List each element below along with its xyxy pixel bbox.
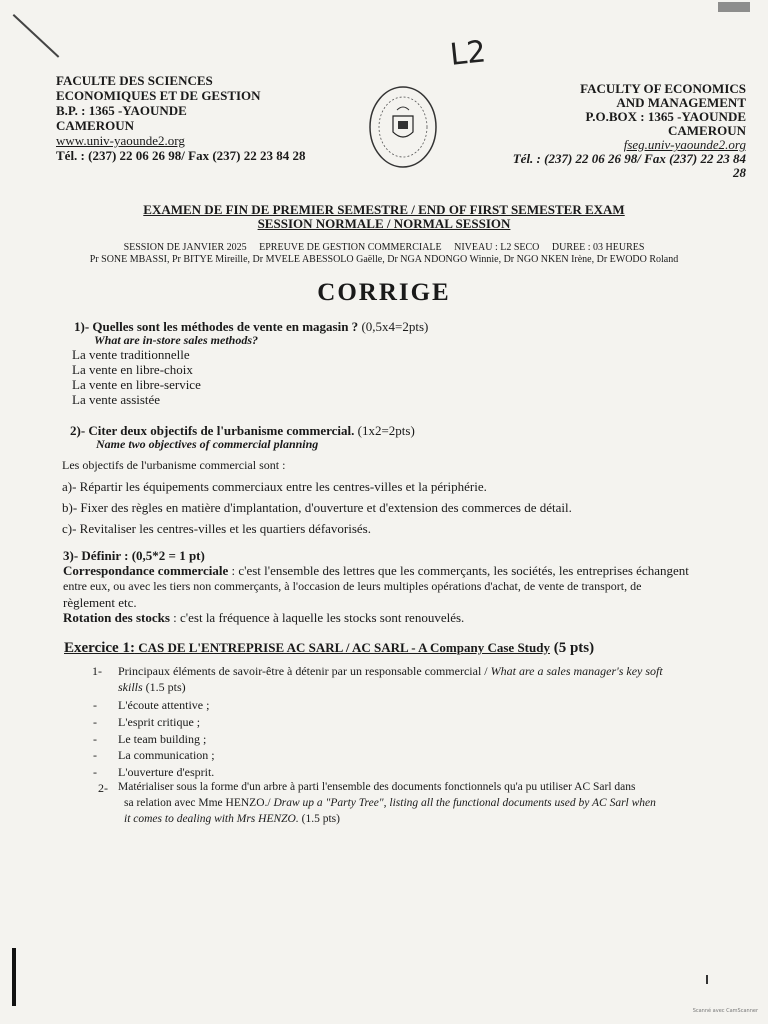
header-right-tel: Tél. : (237) 22 06 26 98/ Fax (237) 22 23 84 28 — [512, 151, 746, 180]
bullet-dash: - — [93, 732, 97, 746]
q2-answer: b)- Fixer des règles en matière d'implantation, d'ouverture et d'extension des commerces de détail. — [62, 500, 572, 515]
scan-smudge — [718, 2, 750, 12]
header-right — [498, 82, 746, 180]
exam-title-line2: SESSION NORMALE / NORMAL SESSION — [257, 216, 511, 231]
exam-meta-line1: SESSION DE JANVIER 2025 EPREUVE DE GESTION COMMERCIALE NIVEAU : L2 SECO DUREE : 03 HEURES — [123, 242, 645, 253]
header-right-line4: CAMEROUN — [668, 123, 746, 138]
definition-1-line2: entre eux, ou avec les tiers non commerçants, à l'occasion de leurs multiples opérations d'achat, de vente de transport, de — [63, 579, 642, 593]
header-left-tel: Tél. : (237) 22 06 26 98/ Fax (237) 22 23 84 28 — [56, 148, 306, 163]
item-1-french: Principaux éléments de savoir-être à détenir par un responsable commercial / — [118, 664, 491, 678]
item-2-english-cont: it comes to dealing with Mrs HENZO. — [124, 813, 299, 825]
skill-item: L'ouverture d'esprit. — [118, 765, 215, 779]
q1-answer: La vente en libre-choix — [72, 362, 193, 377]
bullet-dash: - — [93, 715, 97, 729]
exercise-1-title — [64, 640, 594, 657]
definition-1 — [63, 563, 753, 579]
question-3: 3)- Définir : (0,5*2 = 1 pt) — [63, 548, 205, 563]
exercise-item-2-line1: Matérialiser sous la forme d'un arbre à parti l'ensemble des documents fonctionnels qu'a pu utiliser AC Sarl dans — [118, 781, 636, 793]
q1-answer: La vente assistée — [72, 392, 161, 407]
exercise-item-2-line3 — [124, 813, 340, 825]
q2-intro: Les objectifs de l'urbanisme commercial sont : — [62, 458, 286, 472]
skill-item: L'écoute attentive ; — [118, 698, 210, 712]
bullet-dash: - — [93, 748, 97, 762]
scanner-watermark: Scanné avec CamScanner — [692, 1008, 758, 1014]
exercise-1-heading: CAS DE L'ENTREPRISE AC SARL / AC SARL - A Company Case Study — [134, 640, 550, 655]
question-2-english: Name two objectives of commercial planning — [96, 437, 319, 451]
header-left-line1: FACULTE DES SCIENCES — [56, 73, 213, 88]
question-1-english: What are in-store sales methods? — [94, 333, 259, 347]
definition-2-term: Rotation des stocks — [63, 610, 170, 625]
header-right-line2: AND MANAGEMENT — [616, 95, 746, 110]
page-heading: CORRIGE — [317, 279, 451, 306]
item-2-english: Draw up a "Party Tree", listing all the functional documents used by AC Sarl when — [273, 797, 656, 809]
item-1-english: What are a sales manager's key soft — [490, 664, 663, 678]
q2-answer: a)- Répartir les équipements commerciaux entre les centres-villes et la périphérie. — [62, 479, 487, 494]
item-number: 1- — [92, 664, 102, 678]
bullet-dash: - — [93, 698, 97, 712]
header-right-line1: FACULTY OF ECONOMICS — [580, 81, 746, 96]
q2-answer: c)- Revitaliser les centres-villes et les quartiers défavorisés. — [62, 521, 371, 536]
exercise-1-points: (5 pts) — [549, 640, 595, 656]
question-2-text: 2)- Citer deux objectifs de l'urbanisme commercial. — [70, 423, 355, 438]
definition-1-line3: règlement etc. — [63, 595, 137, 610]
exercise-item-1-cont — [118, 680, 186, 695]
exercise-item-2-line2 — [124, 797, 656, 809]
item-1-points: (1.5 pts) — [142, 680, 186, 694]
question-1-text: 1)- Quelles sont les méthodes de vente en magasin ? — [74, 319, 359, 334]
skill-item: L'esprit critique ; — [118, 715, 201, 729]
question-1-points: (0,5x4=2pts) — [361, 319, 429, 334]
university-seal-icon — [367, 84, 439, 170]
definition-1-term: Correspondance commerciale — [63, 563, 229, 578]
item-2-points: (1.5 pts) — [298, 813, 340, 825]
header-left-line2: ECONOMIQUES ET DE GESTION — [56, 88, 261, 103]
header-left — [56, 73, 306, 163]
item-1-english-cont: skills — [118, 680, 143, 694]
item-2-french: sa relation avec Mme HENZO./ — [124, 797, 274, 809]
exercise-item-1 — [118, 664, 663, 679]
item-number: 2- — [98, 781, 108, 795]
skill-item: Le team building ; — [118, 732, 207, 746]
handwritten-note: L2 — [448, 34, 488, 73]
header-left-line3: B.P. : 1365 -YAOUNDE — [56, 103, 187, 118]
scan-scratch — [13, 14, 60, 58]
scan-edge-shadow — [12, 948, 16, 1006]
header-right-line3: P.O.BOX : 1365 -YAOUNDE — [585, 109, 746, 124]
exercise-1-label: Exercice 1: — [64, 640, 135, 656]
q1-answer: La vente en libre-service — [72, 377, 201, 392]
exam-examiners: Pr SONE MBASSI, Pr BITYE Mireille, Dr MVELE ABESSOLO Gaëlle, Dr NGA NDONGO Winnie, Dr NGO NKEN Irène, Dr EWODO Roland — [89, 254, 679, 265]
bullet-dash: - — [93, 765, 97, 779]
scan-mark — [706, 975, 708, 984]
header-left-website: www.univ-yaounde2.org — [56, 133, 185, 148]
question-2-points: (1x2=2pts) — [357, 423, 415, 438]
q1-answer: La vente traditionnelle — [72, 347, 190, 362]
header-right-website: fseg.univ-yaounde2.org — [623, 137, 746, 152]
exam-title-line1: EXAMEN DE FIN DE PREMIER SEMESTRE / END OF FIRST SEMESTER EXAM — [143, 202, 625, 217]
skill-item: La communication ; — [118, 748, 215, 762]
header-left-line4: CAMEROUN — [56, 118, 134, 133]
definition-2-text: : c'est la fréquence à laquelle les stocks sont renouvelés. — [169, 610, 465, 625]
definition-2 — [63, 610, 464, 626]
definition-1-text: : c'est l'ensemble des lettres que les commerçants, les sociétés, les entreprises échangent — [228, 563, 689, 578]
